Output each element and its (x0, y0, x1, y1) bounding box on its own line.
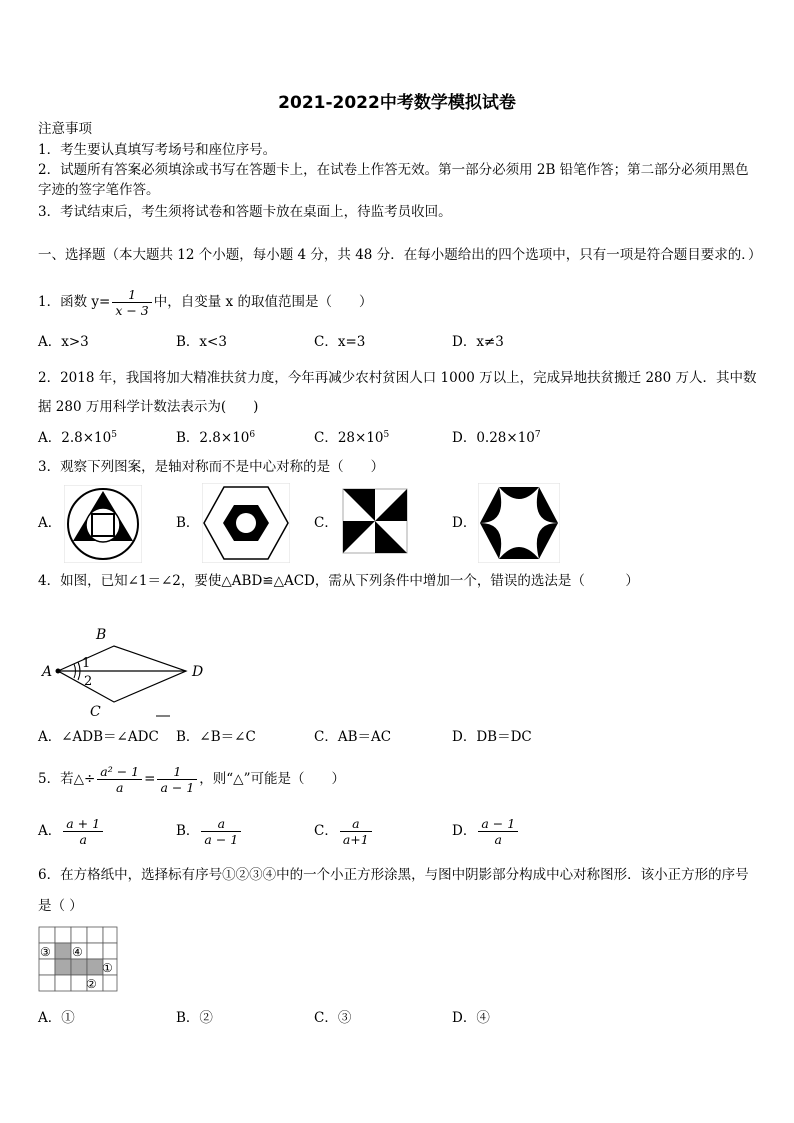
question-5-stem (38, 764, 345, 795)
q5-equals: = (144, 771, 156, 787)
q2-option-c-base: C．28×10 (314, 430, 384, 446)
q1-option-b: B．x<3 (176, 334, 227, 350)
q1-frac-den: x − 3 (115, 303, 149, 318)
q4-option-c: C．AB＝AC (314, 729, 392, 745)
q1-prefix: 1．函数 y= (38, 294, 111, 310)
q6-grid-figure (38, 926, 118, 994)
q5-option-b-label: B． (176, 823, 200, 839)
q3-figure-a (64, 485, 142, 563)
q2-option-a (38, 425, 117, 448)
q5-rhs-fraction (157, 764, 197, 795)
q5-option-d-label: D． (452, 823, 477, 839)
q5-suffix: ，则“△”可能是（ ） (199, 771, 345, 787)
q5-option-a-label: A． (38, 823, 62, 839)
q2-option-c-exp: 5 (383, 430, 390, 440)
notice-item-3: 3．考试结束后，考生须将试卷和答题卡放在桌面上，待监考员收回。 (38, 204, 452, 220)
q2-option-a-exp: 5 (111, 430, 117, 440)
section-heading: 一、选择题（本大题共 12 个小题，每小题 4 分，共 48 分．在每小题给出的四个选项中，只有一项是符合题目要求的．） (38, 247, 762, 263)
notice-item-2: 2．试题所有答案必须填涂或书写在答题卡上，在试卷上作答无效。第一部分必须用 2B 铅笔作答；第二部分必须用黑色字迹的签字笔作答。 (38, 162, 749, 198)
q4-option-b: B．∠B＝∠C (176, 729, 256, 745)
q5-option-c-num: a (340, 816, 372, 832)
q2-option-c (314, 425, 389, 448)
q5-option-a-num: a + 1 (63, 816, 103, 832)
q5-option-a (38, 816, 105, 847)
q3-option-d-label: D． (452, 515, 477, 531)
notice-item-1: 1．考生要认真填写考场号和座位序号。 (38, 142, 277, 158)
q5-option-c (314, 816, 374, 847)
q6-grid-mark-4: ④ (72, 945, 83, 959)
q4-angle-1: 1 (82, 656, 91, 671)
q3-option-b-label: B． (176, 515, 200, 531)
q5-prefix: 5．若△÷ (38, 771, 96, 787)
q4-label-a: A (42, 664, 53, 680)
q2-option-b-exp: 6 (249, 430, 256, 440)
q5-option-a-den: a (79, 832, 87, 847)
q5-option-d-num: a − 1 (478, 816, 518, 832)
q3-option-a-label: A． (38, 515, 62, 531)
q5-option-c-label: C． (314, 823, 338, 839)
q5-option-b-num: a (201, 816, 241, 832)
q1-suffix: 中，自变量 x 的取值范围是（ ） (153, 294, 373, 310)
question-6-stem: 6．在方格纸中，选择标有序号①②③④中的一个小正方形涂黑，与图中阴影部分构成中心对称图形．该小正方形的序号是（ ） (38, 867, 749, 914)
q4-figure (38, 624, 228, 720)
q4-option-d: D．DB＝DC (452, 729, 532, 745)
q1-option-a: A．x>3 (38, 334, 89, 350)
q2-option-d (452, 425, 541, 448)
q5-option-d (452, 816, 520, 847)
q3-option-c-label: C． (314, 515, 338, 531)
q4-label-b: B (96, 627, 107, 643)
q2-option-b-base: B．2.8×10 (176, 430, 250, 446)
q5-option-a-fraction (63, 816, 103, 847)
q6-option-b: B．② (176, 1010, 213, 1026)
q5-option-b-fraction (201, 816, 241, 847)
q4-option-a: A．∠ADB＝∠ADC (38, 729, 159, 745)
q5-option-d-fraction (478, 816, 518, 847)
q5-rhs-den: a − 1 (160, 780, 195, 795)
q5-option-c-den: a+1 (342, 832, 369, 847)
question-3-stem: 3．观察下列图案，是轴对称而不是中心对称的是（ ） (38, 459, 385, 475)
q5-lhs-num: a² − 1 (97, 764, 142, 780)
q6-grid-mark-3: ③ (40, 945, 51, 959)
q2-option-d-exp: 7 (534, 430, 541, 440)
q4-angle-2: 2 (84, 674, 93, 689)
q6-grid-mark-2: ② (86, 977, 97, 991)
q3-figure-d (478, 483, 560, 563)
q5-option-b (176, 816, 243, 847)
q1-fraction (112, 287, 151, 318)
q1-option-c: C．x=3 (314, 334, 366, 350)
q6-option-a: A．① (38, 1010, 75, 1026)
q6-option-d: D．④ (452, 1010, 490, 1026)
q4-label-d: D (192, 664, 204, 680)
q3-figure-c (342, 488, 408, 554)
page-title: 2021-2022中考数学模拟试卷 (278, 93, 516, 113)
q6-option-c: C．③ (314, 1010, 352, 1026)
q5-option-c-fraction (340, 816, 372, 847)
q5-rhs-num: 1 (157, 764, 197, 780)
q4-label-c: C (90, 704, 101, 720)
q5-option-d-den: a (494, 832, 502, 847)
notice-heading: 注意事项 (38, 121, 92, 137)
q2-option-b (176, 425, 255, 448)
q6-grid-mark-1: ① (102, 961, 113, 975)
q5-lhs-den: a (115, 780, 124, 795)
question-4-stem: 4．如图，已知∠1＝∠2，要使△ABD≌△ACD，需从下列条件中增加一个，错误的选法是（ ） (38, 573, 639, 589)
q2-option-a-base: A．2.8×10 (38, 430, 112, 446)
q2-option-d-base: D．0.28×10 (452, 430, 535, 446)
q1-option-d: D．x≠3 (452, 334, 504, 350)
question-1-stem (38, 287, 372, 318)
q5-lhs-fraction (97, 764, 142, 795)
q5-option-b-den: a − 1 (204, 832, 239, 847)
q1-frac-num: 1 (112, 287, 151, 303)
question-2-stem: 2．2018 年，我国将加大精准扶贫力度，今年再减少农村贫困人口 1000 万以上，完成异地扶贫搬迁 280 万人．其中数据 280 万用科学计数法表示为( ) (38, 370, 757, 415)
q3-figure-b (202, 483, 290, 563)
